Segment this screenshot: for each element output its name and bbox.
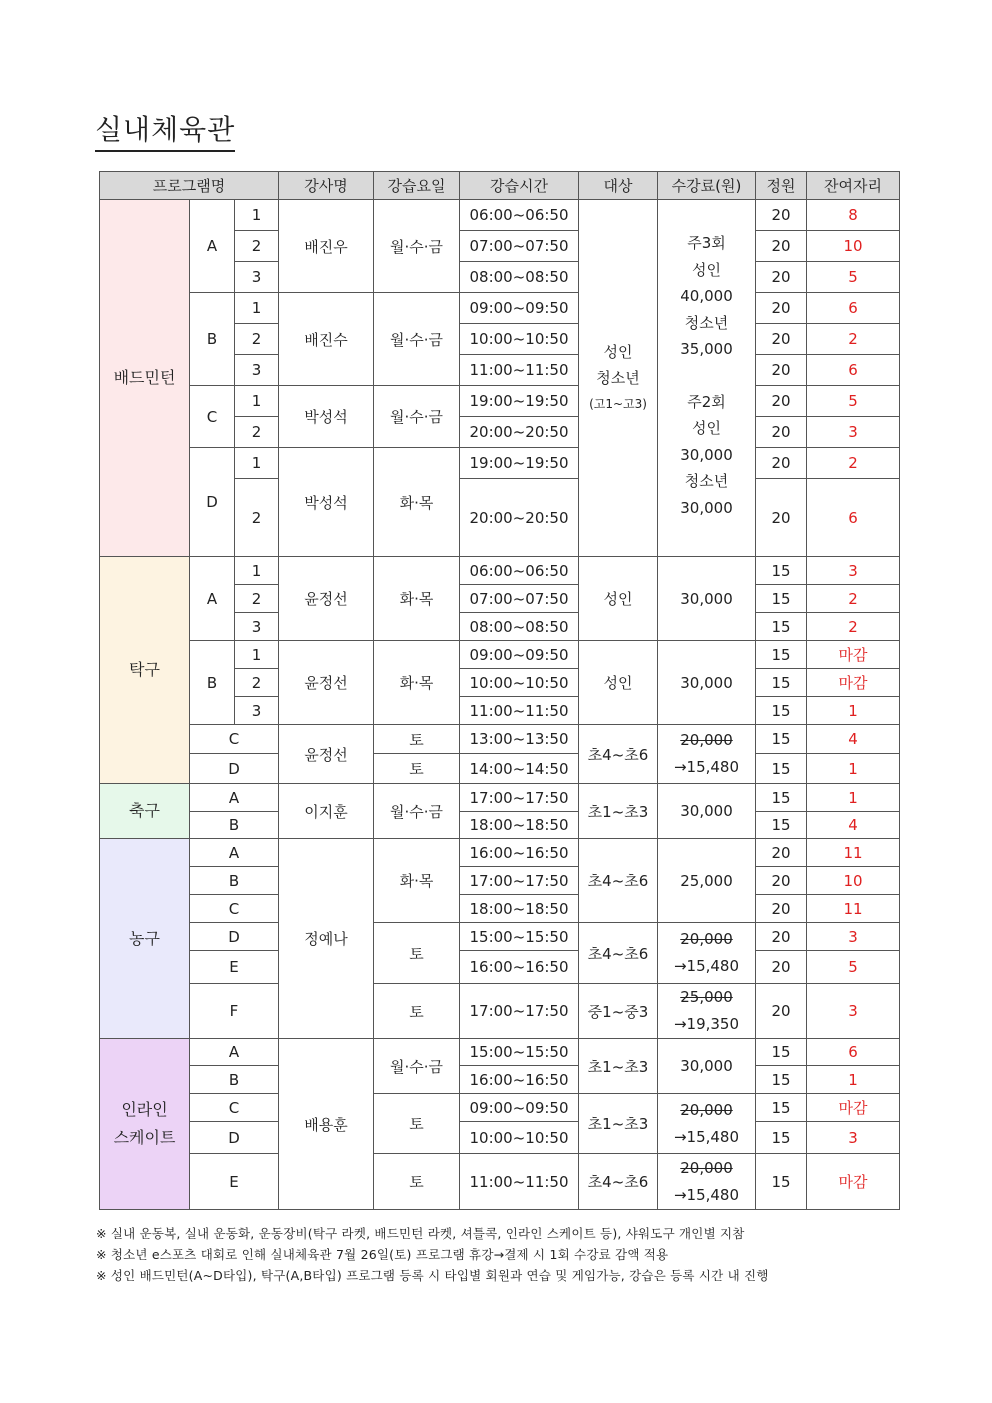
fee-line [658, 363, 755, 389]
fee-new: →15,480 [673, 758, 740, 776]
capacity: 20 [756, 324, 807, 355]
capacity: 20 [756, 479, 807, 557]
remaining: 마감 [807, 669, 900, 697]
group-label: C [190, 1094, 279, 1122]
days: 월·수·금 [374, 386, 460, 448]
remaining: 1 [807, 754, 900, 784]
target: 초4~초6 [579, 1154, 658, 1210]
target: 중1~중3 [579, 984, 658, 1039]
target: 초4~초6 [579, 839, 658, 923]
remaining: 5 [807, 386, 900, 417]
remaining: 4 [807, 725, 900, 754]
remaining: 8 [807, 200, 900, 231]
table-row [100, 1122, 900, 1154]
remaining: 5 [807, 951, 900, 984]
remaining: 2 [807, 448, 900, 479]
group-label: A [190, 839, 279, 867]
table-row [100, 1039, 900, 1066]
days: 토 [374, 923, 460, 984]
remaining: 6 [807, 355, 900, 386]
fee [658, 725, 756, 784]
time: 19:00~19:50 [460, 448, 579, 479]
time: 06:00~06:50 [460, 200, 579, 231]
session-no: 1 [235, 641, 279, 669]
group-label: B [190, 812, 279, 839]
group-label: B [190, 867, 279, 895]
remaining: 마감 [807, 1094, 900, 1122]
header-target: 대상 [579, 172, 658, 200]
table-row [100, 895, 900, 923]
remaining: 6 [807, 479, 900, 557]
fee-line: 주2회 [687, 392, 726, 411]
capacity: 20 [756, 951, 807, 984]
table-row [100, 984, 900, 1039]
remaining: 3 [807, 557, 900, 585]
remaining: 3 [807, 923, 900, 951]
target: 초4~초6 [579, 923, 658, 984]
capacity: 15 [756, 754, 807, 784]
fee-old: 20,000 [680, 731, 733, 749]
remaining: 11 [807, 839, 900, 867]
time: 11:00~11:50 [460, 697, 579, 725]
capacity: 15 [756, 1066, 807, 1094]
capacity: 15 [756, 1094, 807, 1122]
instructor: 이지훈 [279, 784, 374, 839]
group-label: D [190, 923, 279, 951]
remaining: 2 [807, 324, 900, 355]
group-label: D [190, 754, 279, 784]
time: 19:00~19:50 [460, 386, 579, 417]
group-label: C [190, 725, 279, 754]
remaining: 10 [807, 231, 900, 262]
remaining: 3 [807, 417, 900, 448]
time: 16:00~16:50 [460, 951, 579, 984]
group-label: C [190, 386, 235, 448]
time: 13:00~13:50 [460, 725, 579, 754]
sport-soccer: 축구 [100, 784, 190, 839]
fee-line: 주3회 [687, 234, 726, 252]
instructor: 정예나 [279, 839, 374, 1039]
header-capacity: 정원 [756, 172, 807, 200]
sport-badminton: 배드민턴 [100, 200, 190, 557]
instructor: 박성석 [279, 386, 374, 448]
fee [658, 1094, 756, 1154]
days: 토 [374, 725, 460, 754]
remaining: 마감 [807, 641, 900, 669]
capacity: 20 [756, 293, 807, 324]
time: 20:00~20:50 [460, 417, 579, 448]
header-instructor: 강사명 [279, 172, 374, 200]
target-line: 청소년 [596, 369, 640, 387]
table-row [100, 951, 900, 984]
fee-line: 성인 [692, 419, 721, 437]
fee-line: 성인 [692, 260, 721, 279]
target: 초1~초3 [579, 784, 658, 839]
table-row [100, 1066, 900, 1094]
time: 16:00~16:50 [460, 1066, 579, 1094]
capacity: 15 [756, 1154, 807, 1210]
session-no: 1 [235, 200, 279, 231]
capacity: 15 [756, 812, 807, 839]
schedule-table [99, 171, 900, 1210]
header-days: 강습요일 [374, 172, 460, 200]
target: 초1~초3 [579, 1094, 658, 1154]
group-label: B [190, 293, 235, 386]
capacity: 15 [756, 1122, 807, 1154]
note-line: ※ 성인 배드민턴(A~D타입), 탁구(A,B타입) 프로그램 등록 시 타입별 회원과 연습 및 게임가능, 강습은 등록 시간 내 진행 [96, 1268, 769, 1283]
group-label: B [190, 1066, 279, 1094]
group-label: D [190, 1122, 279, 1154]
session-no: 1 [235, 557, 279, 585]
group-label: A [190, 557, 235, 641]
fee-line: 청소년 [684, 313, 729, 332]
session-no: 3 [235, 613, 279, 641]
group-label: B [190, 641, 235, 725]
table-row [100, 557, 900, 585]
fee-old: 20,000 [680, 1158, 733, 1177]
group-label: E [190, 951, 279, 984]
sport-tabletennis: 탁구 [100, 557, 190, 784]
fee-line: 청소년 [684, 472, 729, 490]
table-row [100, 200, 900, 231]
group-label: C [190, 895, 279, 923]
fee-new: →19,350 [673, 1015, 740, 1033]
group-label: A [190, 1039, 279, 1066]
time: 07:00~07:50 [460, 231, 579, 262]
remaining: 11 [807, 895, 900, 923]
time: 15:00~15:50 [460, 923, 579, 951]
page-title: 실내체육관 [95, 112, 235, 152]
session-no: 2 [235, 324, 279, 355]
fee: 30,000 [658, 784, 756, 839]
instructor: 배진우 [279, 200, 374, 293]
remaining: 6 [807, 1039, 900, 1066]
instructor: 배진수 [279, 293, 374, 386]
capacity: 15 [756, 1039, 807, 1066]
time: 16:00~16:50 [460, 839, 579, 867]
table-row [100, 923, 900, 951]
sport-basketball: 농구 [100, 839, 190, 1039]
session-no: 3 [235, 262, 279, 293]
instructor: 윤정선 [279, 641, 374, 725]
target-line: (고1~고3) [589, 397, 647, 411]
table-row [100, 839, 900, 867]
days: 월·수·금 [374, 200, 460, 293]
time: 08:00~08:50 [460, 262, 579, 293]
session-no: 1 [235, 448, 279, 479]
remaining: 5 [807, 262, 900, 293]
table-row [100, 867, 900, 895]
remaining: 10 [807, 867, 900, 895]
table-row [100, 812, 900, 839]
days: 월·수·금 [374, 293, 460, 386]
remaining: 2 [807, 585, 900, 613]
capacity: 15 [756, 613, 807, 641]
instructor: 윤정선 [279, 557, 374, 641]
table-row [100, 1154, 900, 1210]
fee-line: 30,000 [680, 445, 733, 464]
time: 07:00~07:50 [460, 585, 579, 613]
target: 성인 [579, 557, 658, 641]
table-row [100, 386, 900, 417]
fee-new: →15,480 [673, 1127, 740, 1146]
group-label: D [190, 448, 235, 557]
days: 토 [374, 754, 460, 784]
instructor: 박성석 [279, 448, 374, 557]
time: 06:00~06:50 [460, 557, 579, 585]
remaining: 6 [807, 293, 900, 324]
table-row [100, 1094, 900, 1122]
capacity: 15 [756, 697, 807, 725]
time: 10:00~10:50 [460, 669, 579, 697]
days: 화·목 [374, 839, 460, 923]
fee [658, 923, 756, 984]
fee: 30,000 [658, 1039, 756, 1094]
fee-old: 20,000 [680, 930, 733, 948]
notes [96, 1223, 896, 1286]
capacity: 20 [756, 895, 807, 923]
time: 11:00~11:50 [460, 355, 579, 386]
fee-old: 25,000 [680, 988, 733, 1006]
session-no: 2 [235, 585, 279, 613]
time: 18:00~18:50 [460, 812, 579, 839]
capacity: 15 [756, 669, 807, 697]
time: 18:00~18:50 [460, 895, 579, 923]
capacity: 20 [756, 923, 807, 951]
time: 09:00~09:50 [460, 293, 579, 324]
note-line: ※ 실내 운동복, 실내 운동화, 운동장비(탁구 라켓, 배드민턴 라켓, 셔틀콕, 인라인 스케이트 등), 샤워도구 개인별 지참 [96, 1226, 745, 1241]
table-row [100, 293, 900, 324]
capacity: 20 [756, 839, 807, 867]
target: 초4~초6 [579, 725, 658, 784]
days: 화·목 [374, 557, 460, 641]
instructor: 윤정선 [279, 725, 374, 784]
sport-inline-skate: 인라인 스케이트 [100, 1039, 190, 1210]
target: 초1~초3 [579, 1039, 658, 1094]
time: 08:00~08:50 [460, 613, 579, 641]
remaining: 1 [807, 1066, 900, 1094]
session-no: 1 [235, 293, 279, 324]
time: 14:00~14:50 [460, 754, 579, 784]
remaining: 2 [807, 613, 900, 641]
group-label: F [190, 984, 279, 1039]
remaining: 3 [807, 1122, 900, 1154]
fee-line: 35,000 [680, 340, 733, 358]
header-program: 프로그램명 [100, 172, 279, 200]
instructor: 배용훈 [279, 1039, 374, 1210]
fee-new: →15,480 [673, 957, 740, 975]
fee [658, 200, 756, 557]
fee-old: 20,000 [680, 1100, 733, 1119]
session-no: 3 [235, 697, 279, 725]
days: 토 [374, 984, 460, 1039]
time: 17:00~17:50 [460, 784, 579, 812]
time: 15:00~15:50 [460, 1039, 579, 1066]
header-row [100, 172, 900, 200]
time: 10:00~10:50 [460, 1122, 579, 1154]
days: 화·목 [374, 448, 460, 557]
remaining: 4 [807, 812, 900, 839]
table-row [100, 448, 900, 479]
target: 성인 [579, 641, 658, 725]
group-label: A [190, 784, 279, 812]
capacity: 15 [756, 585, 807, 613]
time: 09:00~09:50 [460, 1094, 579, 1122]
fee [658, 984, 756, 1039]
time: 17:00~17:50 [460, 984, 579, 1039]
session-no: 3 [235, 355, 279, 386]
time: 17:00~17:50 [460, 867, 579, 895]
fee: 25,000 [658, 839, 756, 923]
target [579, 200, 658, 557]
table-row [100, 754, 900, 784]
capacity: 20 [756, 386, 807, 417]
remaining: 1 [807, 697, 900, 725]
capacity: 15 [756, 784, 807, 812]
fee-new: →15,480 [673, 1185, 740, 1204]
days: 월·수·금 [374, 1039, 460, 1094]
session-no: 2 [235, 417, 279, 448]
header-remaining: 잔여자리 [807, 172, 900, 200]
group-label: E [190, 1154, 279, 1210]
time: 11:00~11:50 [460, 1154, 579, 1210]
remaining: 마감 [807, 1154, 900, 1210]
header-fee: 수강료(원) [658, 172, 756, 200]
capacity: 20 [756, 200, 807, 231]
capacity: 20 [756, 262, 807, 293]
table-row [100, 725, 900, 754]
capacity: 15 [756, 641, 807, 669]
session-no: 2 [235, 231, 279, 262]
time: 10:00~10:50 [460, 324, 579, 355]
remaining: 1 [807, 784, 900, 812]
capacity: 15 [756, 725, 807, 754]
capacity: 20 [756, 448, 807, 479]
fee: 30,000 [658, 557, 756, 641]
session-no: 2 [235, 669, 279, 697]
table-row [100, 641, 900, 669]
capacity: 20 [756, 355, 807, 386]
time: 09:00~09:50 [460, 641, 579, 669]
days: 토 [374, 1094, 460, 1154]
fee-line: 40,000 [680, 287, 733, 305]
capacity: 20 [756, 867, 807, 895]
days: 화·목 [374, 641, 460, 725]
group-label: A [190, 200, 235, 293]
target-line: 성인 [603, 343, 633, 361]
capacity: 20 [756, 984, 807, 1039]
fee-line: 30,000 [680, 498, 733, 517]
days: 월·수·금 [374, 784, 460, 839]
session-no: 2 [235, 479, 279, 557]
table-row [100, 784, 900, 812]
remaining: 3 [807, 984, 900, 1039]
capacity: 20 [756, 417, 807, 448]
session-no: 1 [235, 386, 279, 417]
header-time: 강습시간 [460, 172, 579, 200]
days: 토 [374, 1154, 460, 1210]
time: 20:00~20:50 [460, 479, 579, 557]
fee: 30,000 [658, 641, 756, 725]
fee [658, 1154, 756, 1210]
capacity: 20 [756, 231, 807, 262]
note-line: ※ 청소년 e스포츠 대회로 인해 실내체육관 7월 26일(토) 프로그램 휴강→결제 시 1회 수강료 감액 적용 [96, 1247, 669, 1262]
capacity: 15 [756, 557, 807, 585]
